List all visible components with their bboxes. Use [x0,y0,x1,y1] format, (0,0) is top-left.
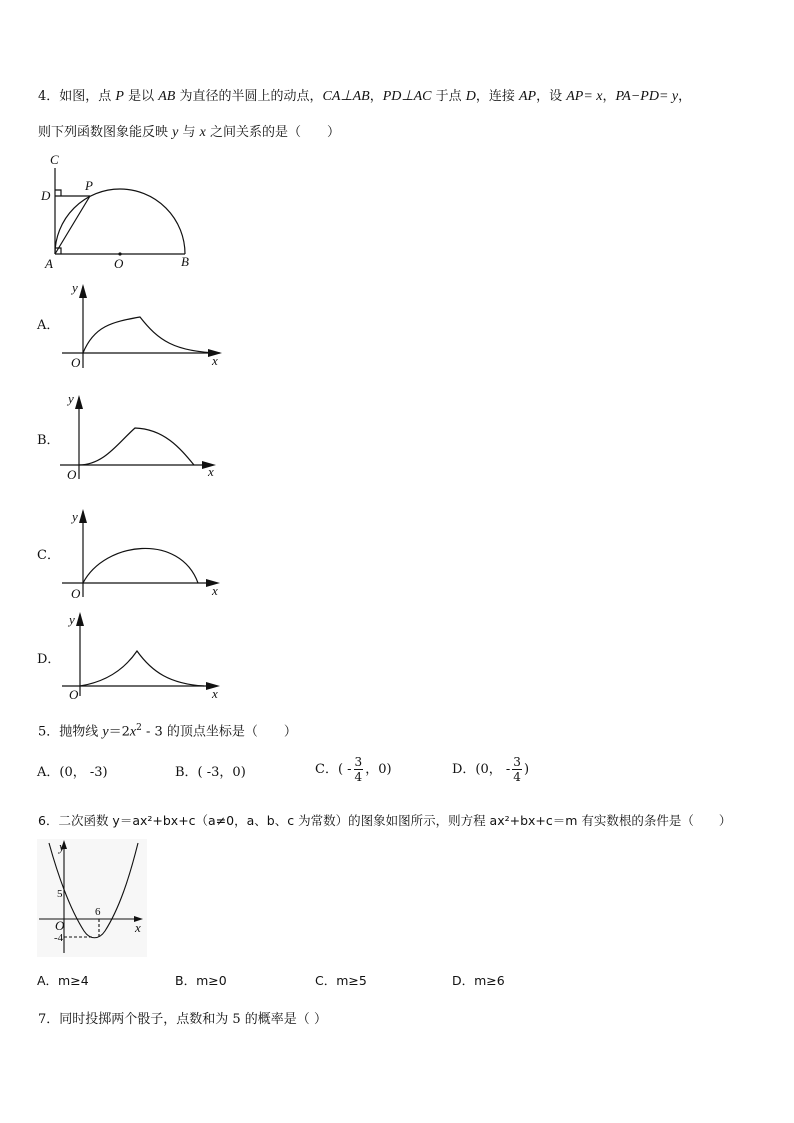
label-neg4: -4 [54,932,64,944]
q4-option-a-label[interactable]: A． [37,318,60,333]
fraction: $\frac{3}{4}$ [354,755,363,784]
q7-question: 7．同时投掷两个骰子，点数和为 5 的概率是（ ） [38,1012,327,1027]
line-ap [55,196,90,254]
q4-line2: 则下列函数图象能反映 y 与 x 之间关系的是（ ） [38,125,340,140]
q6-option-c[interactable]: C．m≥5 [315,973,367,988]
q6-option-a[interactable]: A．m≥4 [37,973,89,988]
x-label: x [208,464,214,479]
x-label: x [212,583,218,598]
q4-option-a-graph [60,282,230,372]
q4-option-c-graph [60,507,230,602]
q5-option-a[interactable]: A．(0， -3) [37,765,108,780]
right-angle-d [55,190,61,196]
q4-option-c-label[interactable]: C． [37,548,60,563]
label-c: C [50,152,59,167]
curve [79,428,194,465]
q6-parabola-graph [37,839,147,957]
y-label: y [68,391,74,406]
label-p: P [85,178,93,193]
origin-label: O [69,687,79,702]
y-label: y [72,509,78,524]
origin-label: O [67,467,77,482]
y-label: y [59,839,65,854]
y-arrow [79,284,87,298]
curve [83,317,220,353]
origin-label: O [55,918,65,933]
origin-label: O [71,355,81,370]
label-6: 6 [95,906,101,918]
q4-line1: 4．如图，点 P 是以 AB 为直径的半圆上的动点，CA⊥AB，PD⊥AC 于点 D，连接 AP，设 AP= x，PA−PD= y， [38,89,692,104]
label-o: O [114,256,124,271]
y-label: y [72,280,78,295]
q5-option-d[interactable]: D．(0， - $\frac{3}{4}$ ) [452,755,530,784]
curve [80,651,204,686]
q6-option-d[interactable]: D．m≥6 [452,973,505,988]
q4-option-d-label[interactable]: D． [37,652,61,667]
y-label: y [69,612,75,627]
label-b: B [181,254,189,269]
y-arrow [75,395,83,409]
x-label: x [212,686,218,701]
fraction: $\frac{3}{4}$ [513,755,521,784]
q5-option-b[interactable]: B．( -3，0) [175,765,246,780]
label-d: D [41,188,51,203]
q5-option-c[interactable]: C．( - $\frac{3}{4}$ ，0) [315,755,392,784]
label-5: 5 [57,888,63,900]
origin-label: O [71,586,81,601]
q4-option-b-label[interactable]: B． [37,433,60,448]
x-label: x [212,353,218,368]
q6-option-b[interactable]: B．m≥0 [175,973,227,988]
q6-question: 6．二次函数 y＝ax²+bx+c（a≠0，a、b、c 为常数）的图象如图所示，则方程 ax²+bx+c＝m 有实数根的条件是（ ） [38,813,732,828]
label-a: A [45,256,53,271]
y-arrow [79,509,87,523]
q4-semicircle-figure [36,150,206,270]
q4-option-d-graph [60,610,230,700]
y-arrow [76,612,84,626]
q5-question: 5．抛物线 $y=2x^2 - 3$ 的顶点坐标是（ ） [38,723,297,740]
x-label: x [135,920,141,935]
curve [83,548,198,583]
q4-option-b-graph [60,393,230,483]
